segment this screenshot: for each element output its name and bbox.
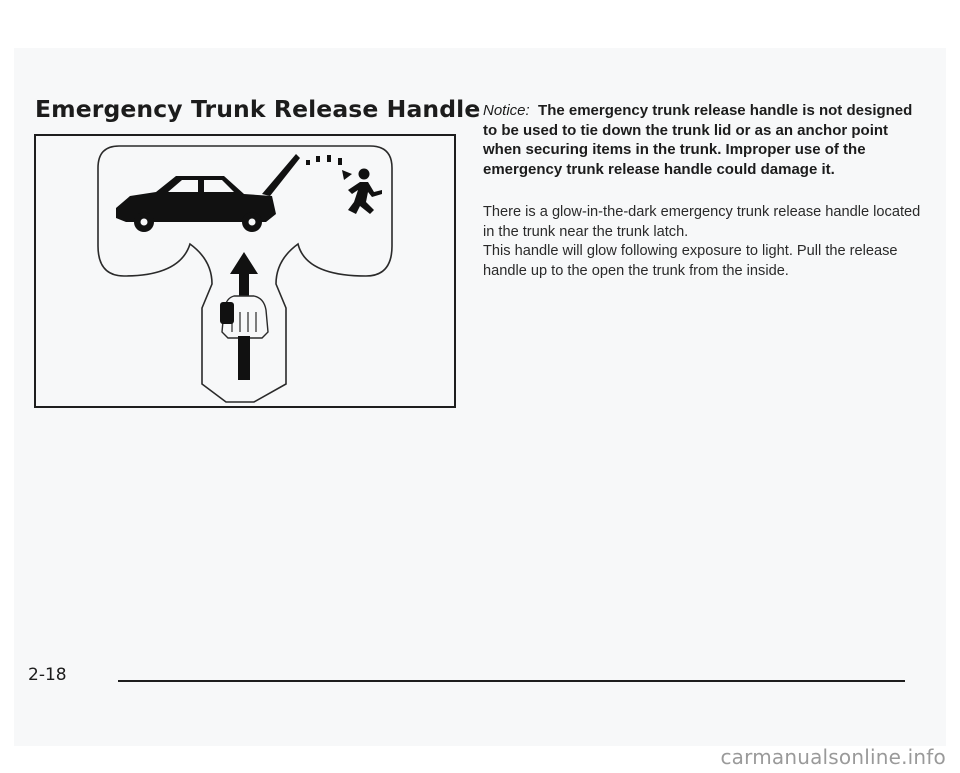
- running-person-icon: [348, 169, 382, 215]
- notice-paragraph: [483, 101, 923, 179]
- escape-trail: [306, 155, 352, 180]
- car-open-trunk-icon: [116, 154, 300, 232]
- hand-pulling-handle-icon: [220, 296, 268, 380]
- notice-text: The emergency trunk release handle is not designed to be used to tie down the trunk lid or as an anchor point when securing items in the trunk. Improper use of the emergency trunk release handle could damage it.: [483, 102, 913, 178]
- page-number: 2-18: [28, 665, 67, 685]
- description-text: [483, 203, 923, 281]
- footer-rule: [118, 680, 905, 682]
- watermark-text: carmanualsonline.info: [720, 745, 946, 769]
- section-title: Emergency Trunk Release Handle: [35, 95, 481, 123]
- notice-label: Notice:: [483, 102, 530, 119]
- description-paragraph-2: This handle will glow following exposure to light. Pull the release handle up to the open the trunk from the inside.: [483, 243, 898, 279]
- trunk-release-diagram: [36, 136, 454, 406]
- trunk-release-illustration: [34, 134, 456, 408]
- description-paragraph-1: There is a glow-in-the-dark emergency trunk release handle located in the trunk near the trunk latch.: [483, 204, 921, 240]
- arrow-up-icon: [230, 252, 258, 300]
